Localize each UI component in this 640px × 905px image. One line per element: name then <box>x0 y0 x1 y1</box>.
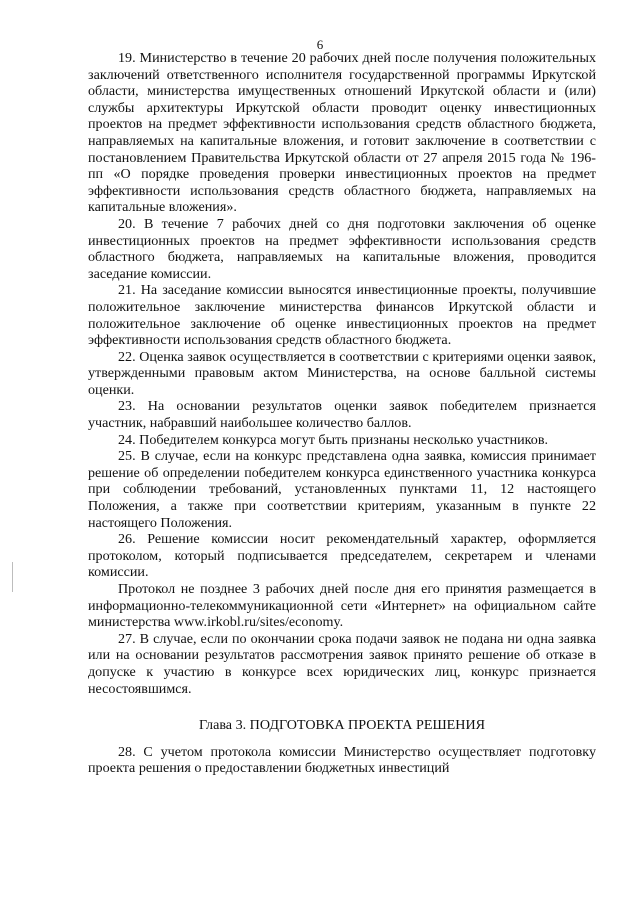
paragraph-23: 23. На основании результатов оценки заявок победителем признается участник, набравший наибольшее количество баллов. <box>88 398 596 432</box>
paragraph-24: 24. Победителем конкурса могут быть признаны несколько участников. <box>118 431 549 448</box>
page-number: 6 <box>316 37 324 52</box>
paragraph-19: 19. Министерство в течение 20 рабочих дней после получения положительных заключений ответственного исполнителя государственной программы Иркутской области, министерства имущественных отношений Иркутской области и (или) службы архитектуры Иркутской области проводит оценку инвестиционных проектов на предмет эффективности использования средств областного бюджета, направляемых на капитальные вложения, и готовит заключение в соответствии с постановлением Правительства Иркутской области от 27 апреля 2015 года № 196-пп «О порядке проведения проверки инвестиционных проектов на предмет эффективности использования средств областного бюджета, направляемых на капитальные вложения». <box>88 50 596 216</box>
paragraph-25: 25. В случае, если на конкурс представлена одна заявка, комиссия принимает решение об определении победителем конкурса единственного участника конкурса при соблюдении требований, установленных пунктами 11, 12 настоящего Положения, а также при соответствии критериям, указанным в пункте 22 настоящего Положения. <box>88 448 596 531</box>
chapter-heading: Глава 3. ПОДГОТОВКА ПРОЕКТА РЕШЕНИЯ <box>198 717 486 734</box>
scan-artifact-line <box>12 562 13 592</box>
paragraph-26: 26. Решение комиссии носит рекомендательный характер, оформляется протоколом, который подписывается председателем, секретарем и членами комиссии. <box>88 531 596 581</box>
paragraph-protocol: Протокол не позднее 3 рабочих дней после дня его принятия размещается в информационно-телекоммуникационной сети «Интернет» на официальном сайте министерства www.irkobl.ru/sites/economy. <box>88 581 596 631</box>
paragraph-27: 27. В случае, если по окончании срока подачи заявок не подана ни одна заявка или на основании результатов рассмотрения заявок принято решение об отказе в допуске к участию в конкурсе всех юридических лиц, конкурс признается несостоявшимся. <box>88 630 596 697</box>
paragraph-22: 22. Оценка заявок осуществляется в соответствии с критериями оценки заявок, утвержденными правовым актом Министерства, на основе балльной системы оценки. <box>88 348 596 398</box>
paragraph-21: 21. На заседание комиссии выносятся инвестиционные проекты, получившие положительное заключение министерства финансов Иркутской области и положительное заключение об оценке инвестиционных проектов на предмет эффективности использования средств областного бюджета. <box>88 282 596 349</box>
document-body <box>88 50 596 777</box>
paragraph-28: 28. С учетом протокола комиссии Министерство осуществляет подготовку проекта решения о предоставлении бюджетных инвестиций <box>88 743 596 777</box>
paragraph-20: 20. В течение 7 рабочих дней со дня подготовки заключения об оценке инвестиционных проектов на предмет эффективности использования средств областного бюджета, направляемых на капитальные вложения, проводится заседание комиссии. <box>88 215 596 282</box>
